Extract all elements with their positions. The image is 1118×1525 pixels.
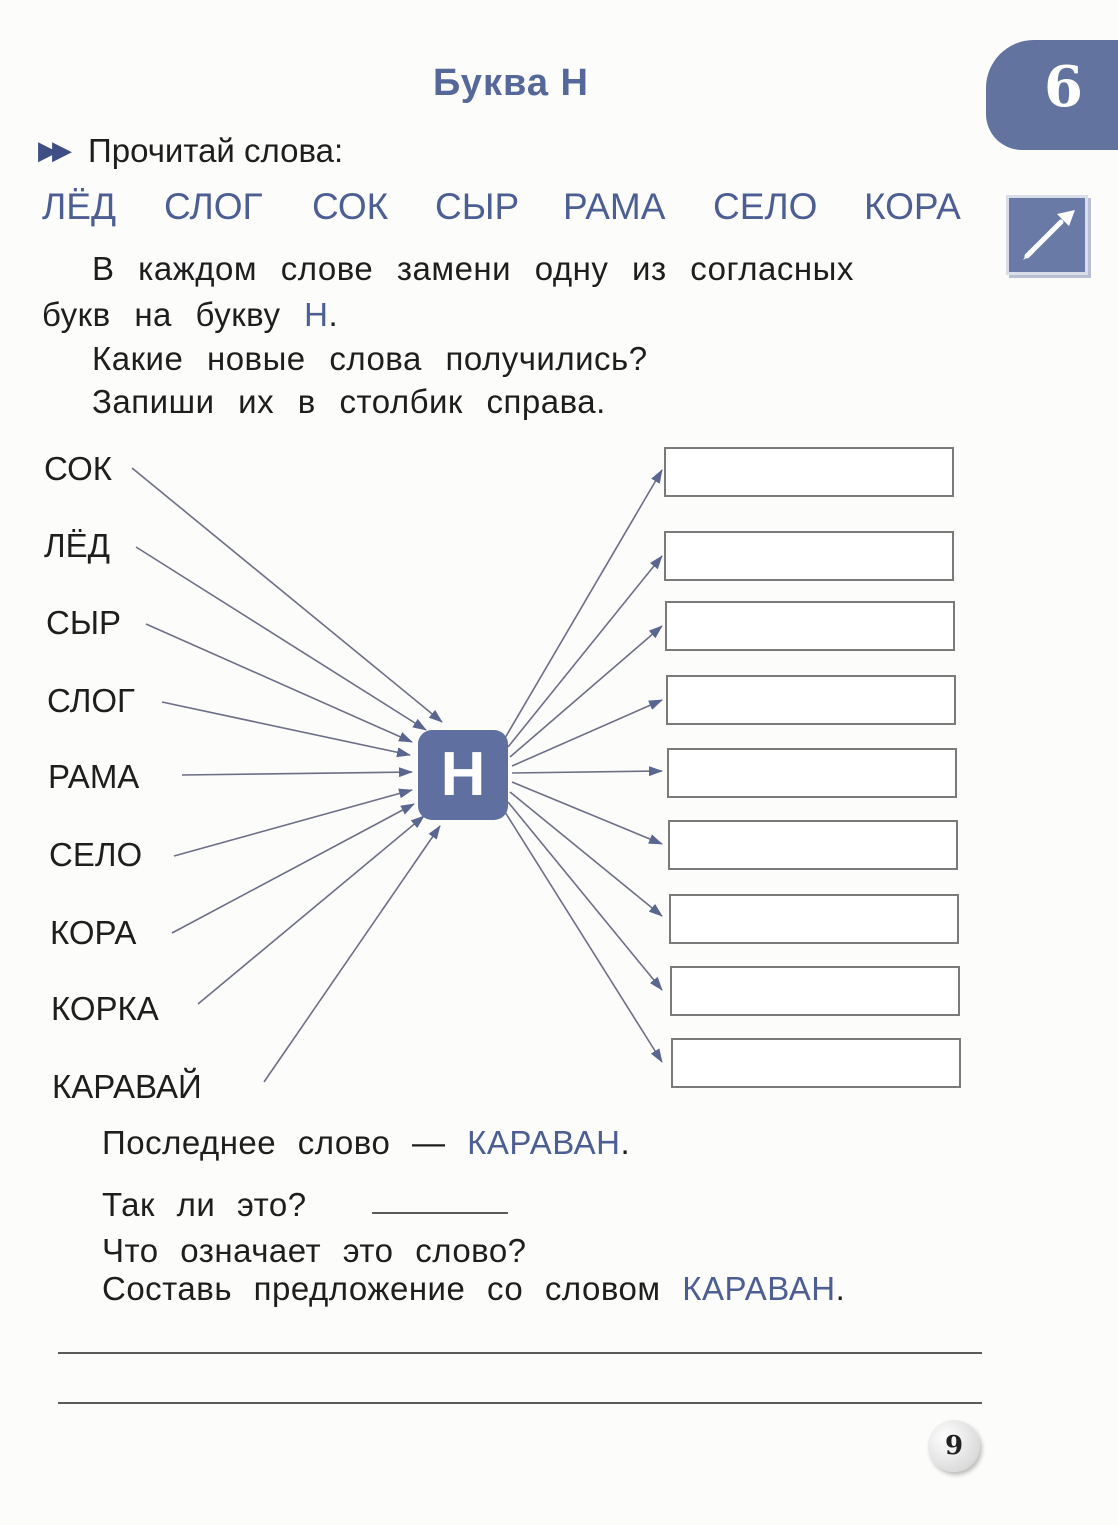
compose-suffix: . [835, 1270, 846, 1307]
task-letter: Н [304, 296, 329, 333]
answer-box[interactable] [667, 748, 957, 798]
left-word: СЫР [46, 604, 122, 641]
task-line-2-suffix: . [328, 296, 339, 333]
last-word: КАРАВАН [467, 1124, 621, 1161]
left-word: СЕЛО [49, 836, 143, 873]
left-word: КОРА [50, 914, 137, 951]
arrow-out [512, 700, 662, 766]
compose-prefix: Составь предложение со словом [102, 1270, 661, 1307]
arrow-in [198, 816, 424, 1004]
answer-box[interactable] [671, 1038, 961, 1088]
last-word-line [102, 1124, 630, 1162]
writing-line[interactable] [58, 1402, 982, 1404]
word-list-item: СЕЛО [713, 186, 818, 227]
answer-box[interactable] [666, 675, 956, 725]
page-number: 9 [928, 1420, 980, 1472]
arrow-in [162, 702, 410, 755]
writing-line[interactable] [58, 1352, 982, 1354]
center-letter-badge: Н [418, 730, 508, 820]
task-line-2-prefix: букв на букву [42, 296, 281, 333]
left-word: СОК [44, 450, 112, 487]
instruction-text: Прочитай слова: [88, 132, 344, 169]
answer-box[interactable] [664, 531, 954, 581]
task-line-1: В каждом слове замени одну из согласных [92, 250, 854, 287]
arrow-in [174, 790, 412, 856]
arrow-in [132, 468, 442, 722]
compose-line [102, 1270, 845, 1308]
question-2: Что означает это слово? [102, 1232, 527, 1269]
arrow-in [182, 772, 412, 775]
last-word-suffix: . [620, 1124, 631, 1161]
left-word: КОРКА [51, 990, 159, 1027]
left-word: СЛОГ [47, 682, 135, 719]
arrow-in [264, 826, 440, 1082]
compose-word: КАРАВАН [682, 1270, 836, 1307]
lesson-number: 6 [1044, 54, 1083, 120]
page-title: Буква Н [433, 62, 589, 104]
arrow-in [146, 624, 412, 742]
left-word: РАМА [48, 758, 140, 795]
last-word-prefix: Последнее слово — [102, 1124, 446, 1161]
arrow-out [505, 470, 662, 738]
word-list-item: СОК [312, 186, 389, 227]
word-list-item: ЛЁД [42, 186, 117, 227]
arrow-out [505, 812, 662, 1062]
task-line-4: Запиши их в столбик справа. [92, 383, 606, 420]
task-line-3: Какие новые слова получились? [92, 340, 648, 377]
word-list-item: КОРА [864, 186, 961, 227]
answer-box[interactable] [668, 820, 958, 870]
word-list-item: СЛОГ [164, 186, 263, 227]
short-answer-line[interactable] [372, 1212, 508, 1214]
arrow-out [508, 556, 662, 747]
answer-box[interactable] [665, 601, 955, 651]
double-arrow-icon: ▶▶ [38, 135, 66, 165]
answer-box[interactable] [664, 447, 954, 497]
left-word: ЛЁД [44, 527, 111, 564]
arrow-out [512, 771, 662, 773]
answer-box[interactable] [669, 894, 959, 944]
word-list-item: СЫР [435, 186, 520, 227]
question-1: Так ли это? [102, 1186, 307, 1223]
left-word: КАРАВАЙ [52, 1068, 202, 1105]
word-list-item: РАМА [563, 186, 666, 227]
arrow-out [508, 802, 662, 990]
answer-box[interactable] [670, 966, 960, 1016]
